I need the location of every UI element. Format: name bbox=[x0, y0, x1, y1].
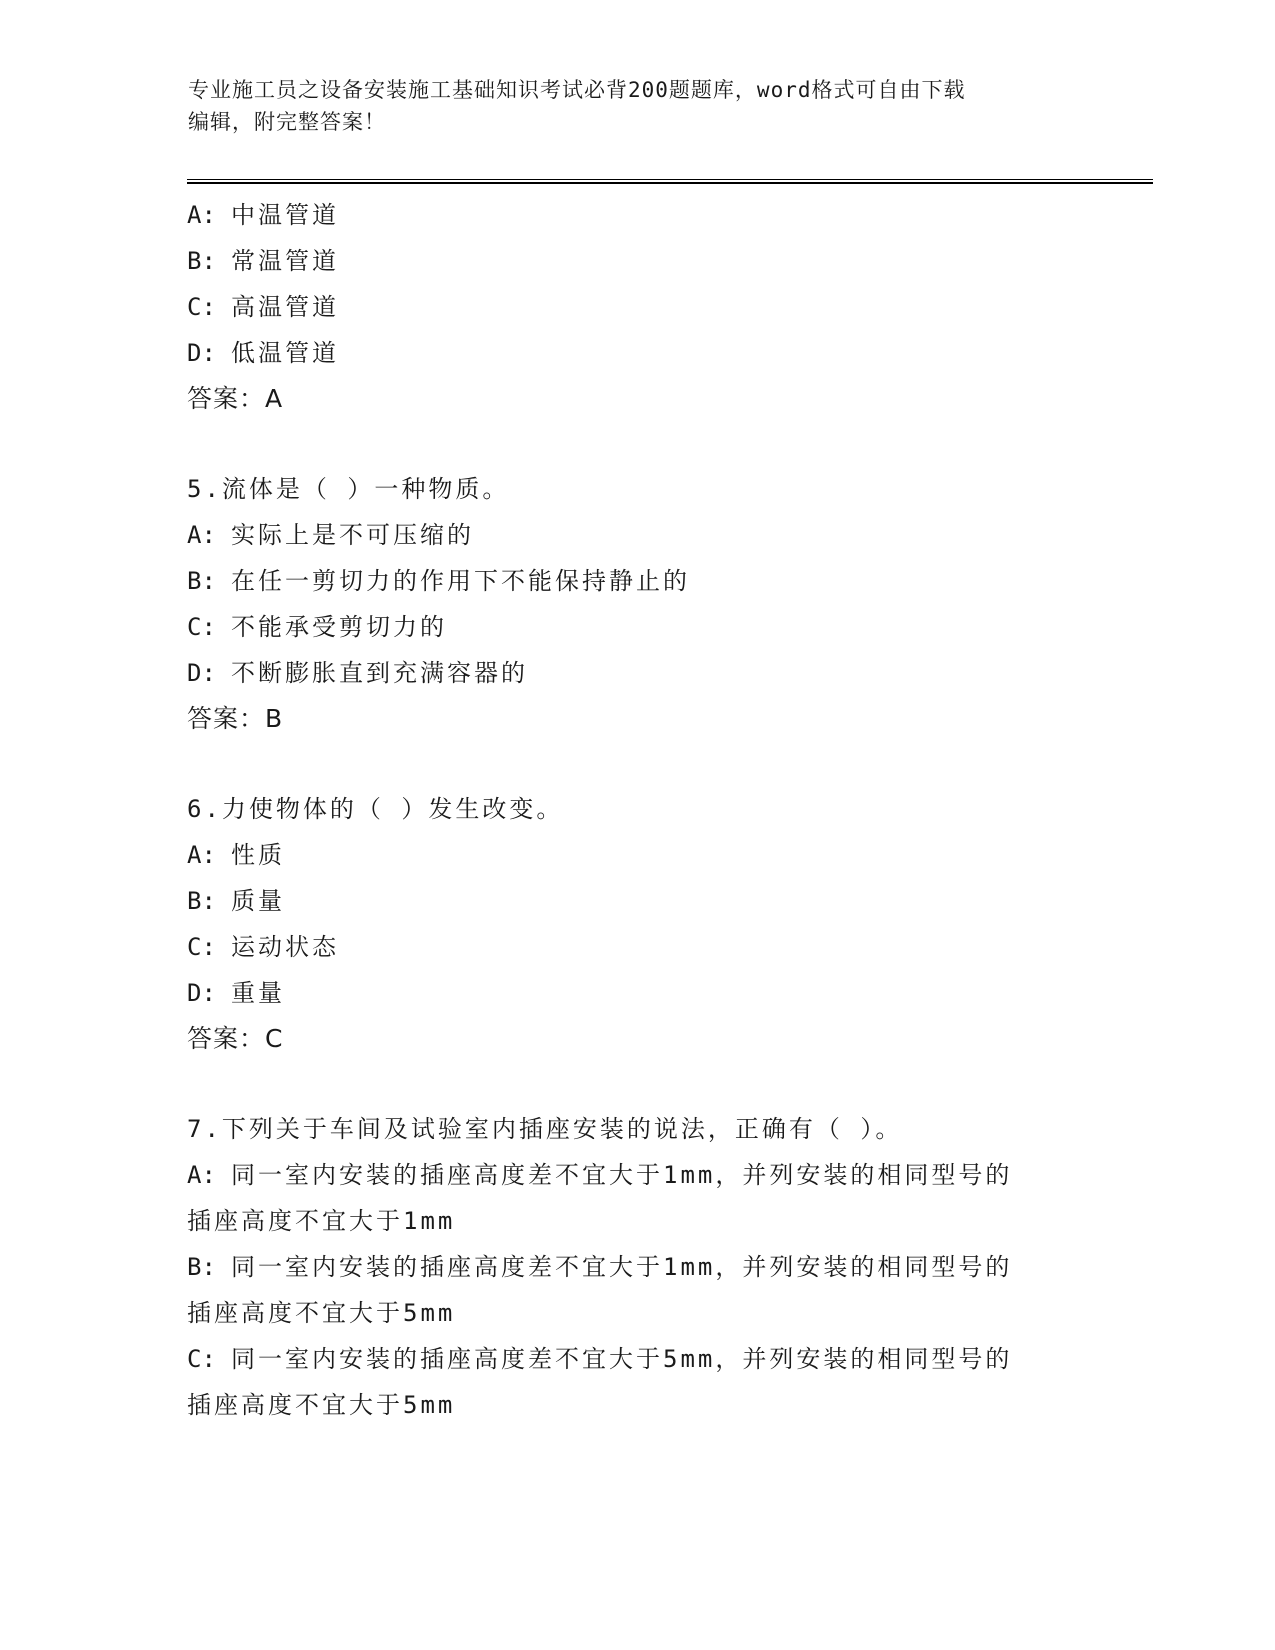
option-text: 同一室内安装的插座高度差不宜大于1mm，并列安装的相同型号的 bbox=[231, 1253, 1013, 1281]
option-text: 实际上是不可压缩的 bbox=[231, 521, 474, 549]
option-text: 同一室内安装的插座高度差不宜大于5mm，并列安装的相同型号的 bbox=[231, 1345, 1013, 1373]
option-label: A: bbox=[187, 841, 216, 869]
question-list bbox=[187, 192, 1087, 1428]
header-line-2: 编辑，附完整答案！ bbox=[188, 110, 386, 134]
option-text: 性质 bbox=[231, 841, 285, 869]
option-c bbox=[187, 924, 1087, 970]
question-stem: 5.流体是（ ）一种物质。 bbox=[187, 475, 510, 503]
answer-line: 答案：B bbox=[187, 704, 284, 733]
option-label: B: bbox=[187, 567, 216, 595]
option-b bbox=[187, 1244, 1087, 1290]
option-label: A: bbox=[187, 521, 216, 549]
option-b bbox=[187, 878, 1087, 924]
option-d bbox=[187, 330, 1087, 376]
option-label: B: bbox=[187, 247, 216, 275]
option-b bbox=[187, 558, 1087, 604]
header-rule-thick bbox=[187, 182, 1153, 184]
option-label: B: bbox=[187, 887, 216, 915]
option-d bbox=[187, 970, 1087, 1016]
option-text: 常温管道 bbox=[231, 247, 339, 275]
option-text: 运动状态 bbox=[231, 933, 339, 961]
option-label: C: bbox=[187, 613, 216, 641]
spacer bbox=[187, 1062, 1087, 1106]
option-text: 不能承受剪切力的 bbox=[231, 613, 447, 641]
option-text: 低温管道 bbox=[231, 339, 339, 367]
question-6 bbox=[187, 786, 1087, 1062]
option-label: D: bbox=[187, 339, 216, 367]
option-a bbox=[187, 1152, 1087, 1198]
option-a-continued: 插座高度不宜大于1mm bbox=[187, 1207, 456, 1235]
option-label: C: bbox=[187, 933, 216, 961]
option-label: D: bbox=[187, 979, 216, 1007]
header-line-1: 专业施工员之设备安装施工基础知识考试必背200题题库，word格式可自由下载 bbox=[188, 78, 966, 102]
option-b-continued: 插座高度不宜大于5mm bbox=[187, 1299, 456, 1327]
option-text: 同一室内安装的插座高度差不宜大于1mm，并列安装的相同型号的 bbox=[231, 1161, 1013, 1189]
option-text: 高温管道 bbox=[231, 293, 339, 321]
question-4 bbox=[187, 192, 1087, 422]
question-stem: 6.力使物体的（ ）发生改变。 bbox=[187, 795, 564, 823]
option-a bbox=[187, 192, 1087, 238]
option-c bbox=[187, 284, 1087, 330]
option-label: C: bbox=[187, 293, 216, 321]
option-b bbox=[187, 238, 1087, 284]
option-a bbox=[187, 512, 1087, 558]
option-d bbox=[187, 650, 1087, 696]
option-text: 不断膨胀直到充满容器的 bbox=[231, 659, 528, 687]
option-c bbox=[187, 1336, 1087, 1382]
question-stem: 7.下列关于车间及试验室内插座安装的说法，正确有（ ）。 bbox=[187, 1115, 903, 1143]
option-label: B: bbox=[187, 1253, 216, 1281]
option-c-continued: 插座高度不宜大于5mm bbox=[187, 1391, 456, 1419]
spacer bbox=[187, 422, 1087, 466]
question-7 bbox=[187, 1106, 1087, 1428]
option-text: 在任一剪切力的作用下不能保持静止的 bbox=[231, 567, 690, 595]
question-5 bbox=[187, 466, 1087, 742]
option-label: A: bbox=[187, 1161, 216, 1189]
option-text: 中温管道 bbox=[231, 201, 339, 229]
option-label: D: bbox=[187, 659, 216, 687]
option-text: 质量 bbox=[231, 887, 285, 915]
option-c bbox=[187, 604, 1087, 650]
option-label: A: bbox=[187, 201, 216, 229]
option-label: C: bbox=[187, 1345, 216, 1373]
header-rule-thin bbox=[187, 179, 1153, 180]
spacer bbox=[187, 742, 1087, 786]
answer-line: 答案：A bbox=[187, 384, 284, 413]
option-a bbox=[187, 832, 1087, 878]
answer-line: 答案：C bbox=[187, 1024, 284, 1053]
option-text: 重量 bbox=[231, 979, 285, 1007]
document-header bbox=[188, 74, 1088, 138]
